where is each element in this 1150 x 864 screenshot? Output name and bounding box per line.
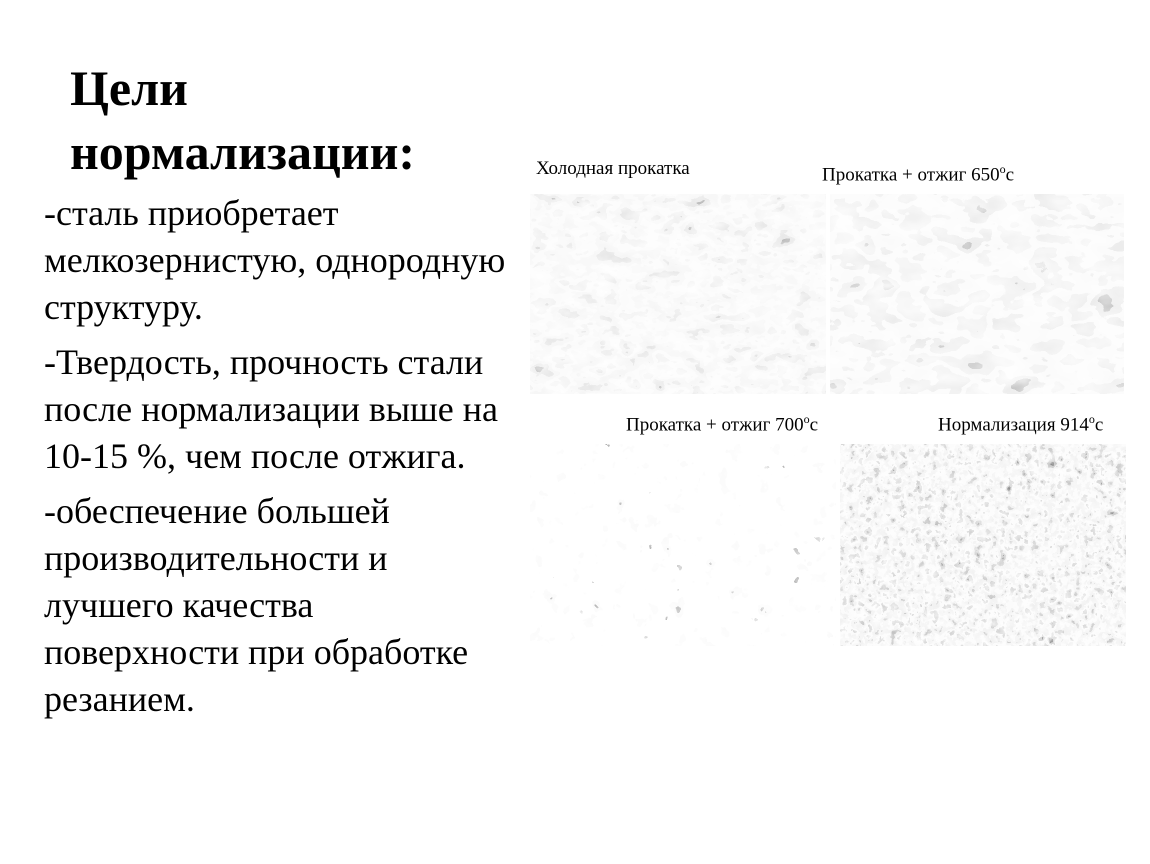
slide-title: Цели нормализации:	[70, 60, 416, 180]
caption-anneal-650	[822, 158, 1014, 186]
caption-normalized-914-unit: с	[1094, 414, 1104, 436]
caption-anneal-650-text: Прокатка + отжиг 650	[822, 164, 1000, 186]
bullet-fine-grain: -сталь приобретает мелкозернистую, однородную структуру.	[44, 193, 506, 327]
micrograph-anneal-650	[830, 194, 1124, 394]
microstructure-figure	[520, 148, 1130, 653]
micrograph-normalized-914	[840, 444, 1126, 646]
caption-anneal-700-text: Прокатка + отжиг 700	[626, 414, 804, 436]
caption-anneal-700-unit: с	[809, 414, 819, 436]
caption-normalized-914	[938, 408, 1103, 436]
caption-normalized-914-text: Нормализация 914	[938, 414, 1089, 436]
body-text	[44, 190, 514, 731]
micrograph-anneal-700	[530, 444, 836, 646]
caption-anneal-700-degree: о	[803, 412, 810, 426]
caption-anneal-650-unit: с	[1005, 164, 1015, 186]
bullet-machinability: -обеспечение большей производительности и лучшего качества поверхности при обработке резанием.	[44, 491, 469, 719]
caption-normalized-914-degree: о	[1088, 412, 1095, 426]
caption-cold-rolled	[536, 158, 690, 180]
micrograph-cold-rolled	[530, 194, 826, 394]
bullet-hardness: -Твердость, прочность стали после нормализации выше на 10-15 %, чем после отжига.	[44, 342, 498, 476]
caption-anneal-700	[626, 408, 818, 436]
caption-anneal-650-degree: о	[999, 162, 1006, 176]
caption-cold-rolled-text: Холодная прокатка	[536, 158, 690, 179]
